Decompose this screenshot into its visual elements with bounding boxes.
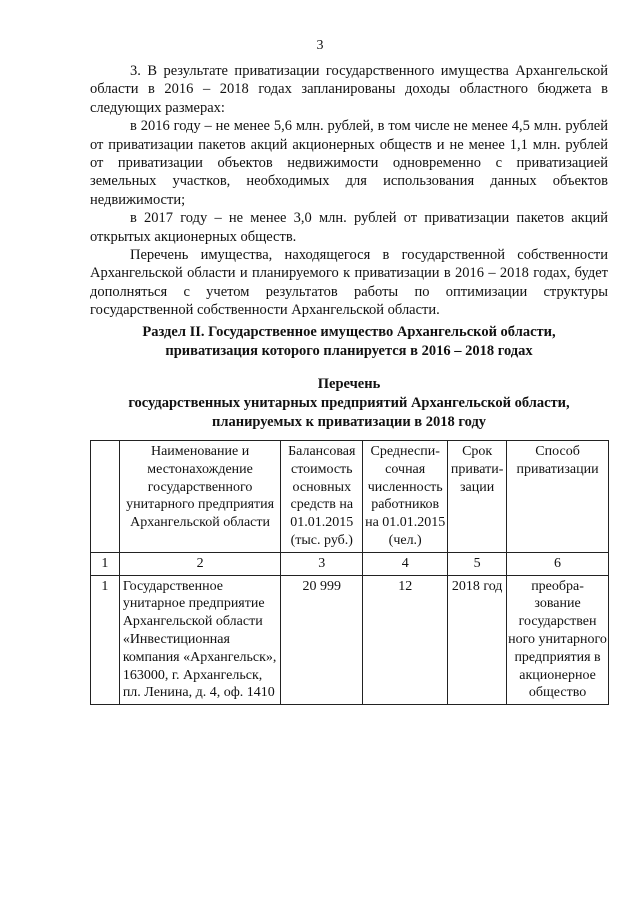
section-title-line-1: Раздел II. Государственное имущество Архангельской области, xyxy=(142,324,556,340)
employees-value: 12 xyxy=(363,575,448,705)
enterprise-name: Государственное унитарное предприятие Архангельской области «Инвестиционная компания «Архангельск», 163000, г. Архангельск, пл. Ленина, д. 4, оф. 1410 xyxy=(119,575,281,705)
header-name: Наименование и местонахождение государственного унитарного предприятия Архангельской области xyxy=(119,441,281,553)
section-title-line-2: приватизация которого планируется в 2016 – 2018 годах xyxy=(165,343,533,359)
privatization-method: преобра-зование государствен ного унитарного предприятия в акционерное общество xyxy=(507,575,609,705)
page-number: 3 xyxy=(316,38,324,53)
list-title-line-2: государственных унитарных предприятий Архангельской области, xyxy=(128,395,570,411)
header-employees: Среднеспи-сочная численность работников на 01.01.2015 (чел.) xyxy=(363,441,448,553)
column-number: 4 xyxy=(363,552,448,575)
list-title-line-3: планируемых к приватизации в 2018 году xyxy=(211,414,487,430)
privatization-term: 2018 год xyxy=(448,575,507,705)
table-row xyxy=(91,575,609,705)
paragraph-revenue-intro: 3. В результате приватизации государственного имущества Архангельской области в 2016 – 2018 годах запланированы доходы областного бюджета в следующих размерах: xyxy=(90,63,608,116)
table-header-row xyxy=(91,441,609,553)
list-title xyxy=(90,375,608,432)
column-number-row xyxy=(91,552,609,575)
balance-value: 20 999 xyxy=(281,575,363,705)
row-number: 1 xyxy=(91,575,120,705)
header-balance: Балансовая стоимость основных средств на 01.01.2015 (тыс. руб.) xyxy=(281,441,363,553)
section-title xyxy=(90,323,608,361)
header-term: Срок привати-зации xyxy=(448,441,507,553)
header-number xyxy=(91,441,120,553)
paragraph-list-extension: Перечень имущества, находящегося в государственной собственности Архангельской области и планируемого к приватизации в 2016 – 2018 годах, будет дополняться с учетом результатов работы по оптимизации структуры государственной собственности Архангельской области. xyxy=(90,247,608,319)
column-number: 3 xyxy=(281,552,363,575)
column-number: 6 xyxy=(507,552,609,575)
paragraph-2016: в 2016 году – не менее 5,6 млн. рублей, в том числе не менее 4,5 млн. рублей от приватизации пакетов акций акционерных обществ и не менее 1,1 млн. рублей от приватизации объектов недвижимости одновременно с приватизацией земельных участков, необходимых для использования данных объектов недвижимости; xyxy=(90,118,608,208)
list-title-line-1: Перечень xyxy=(317,376,381,392)
header-method: Способ приватизации xyxy=(507,441,609,553)
column-number: 2 xyxy=(119,552,281,575)
paragraph-2017: в 2017 году – не менее 3,0 млн. рублей от приватизации пакетов акций открытых акционерных обществ. xyxy=(90,210,608,245)
enterprises-table xyxy=(90,440,609,705)
column-number: 1 xyxy=(91,552,120,575)
body-text xyxy=(90,62,608,320)
column-number: 5 xyxy=(448,552,507,575)
